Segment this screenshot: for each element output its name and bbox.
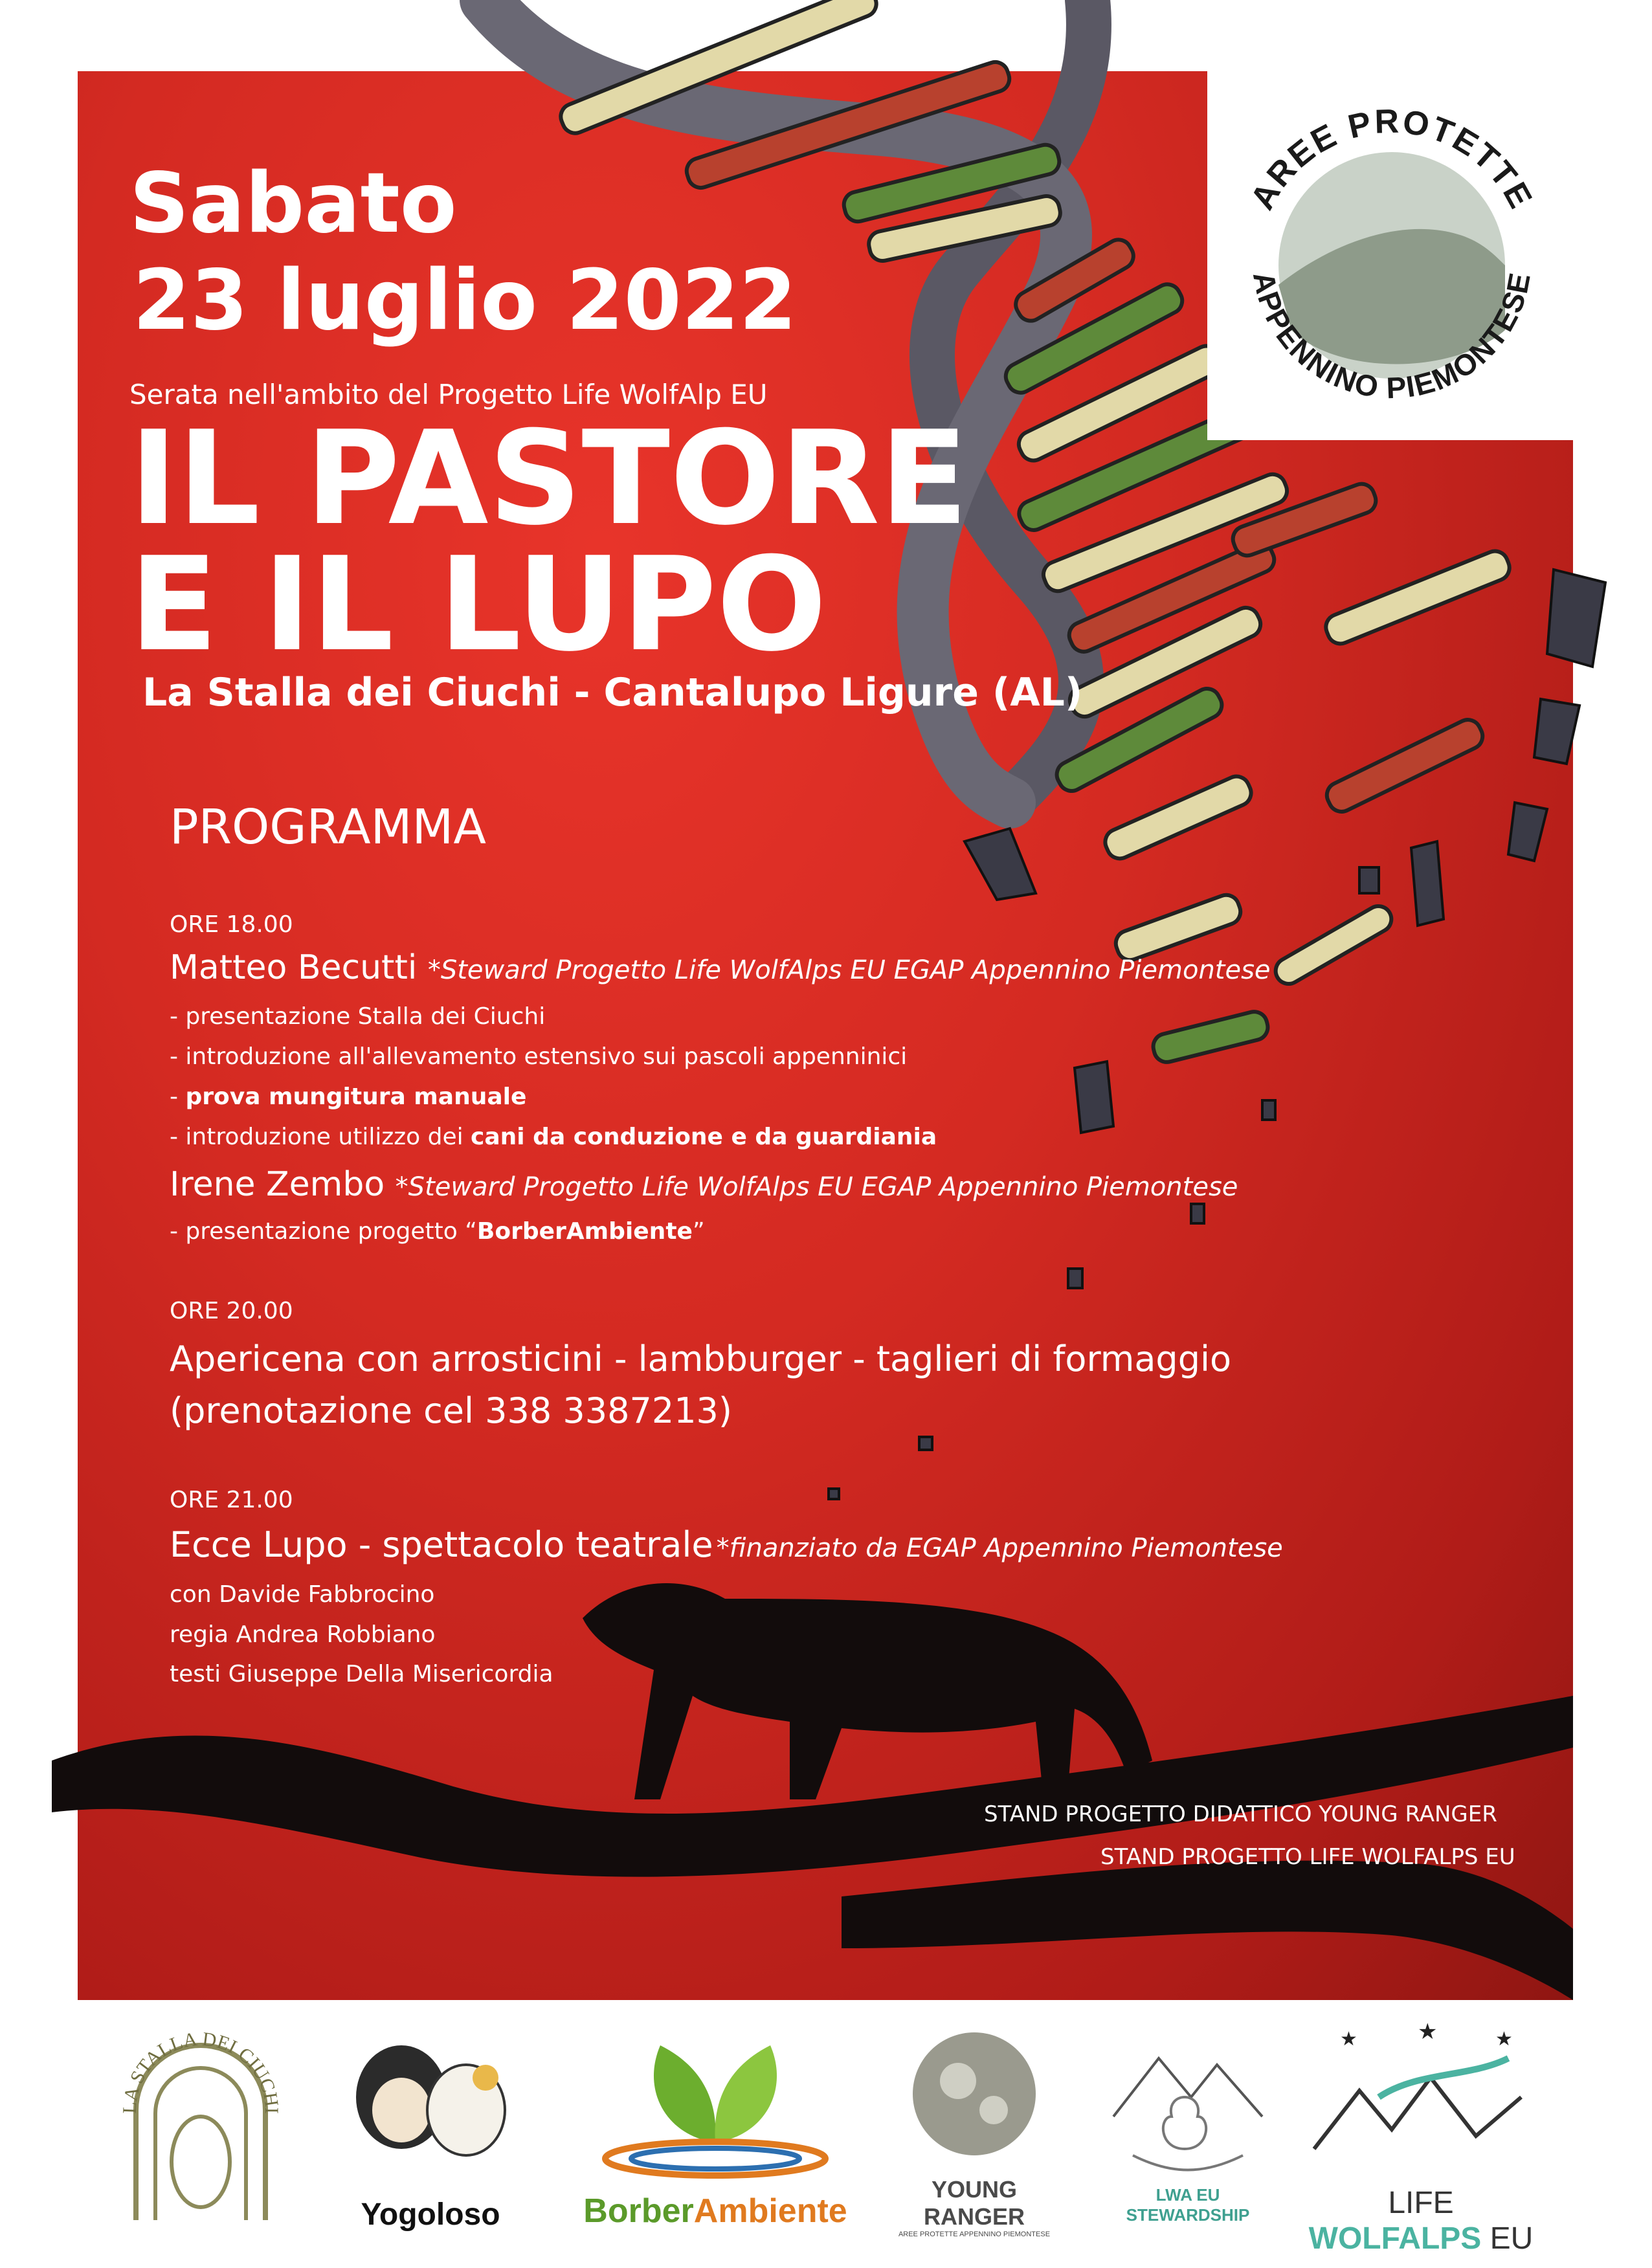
young-ranger-circle-icon	[887, 2019, 1062, 2168]
young-ranger-label: YOUNG RANGER	[923, 2176, 1025, 2230]
park-badge-emblem	[1207, 71, 1573, 440]
bullet-5-bold: BorberAmbiente	[476, 1218, 693, 1245]
borber-label	[570, 2192, 861, 2230]
logo-young-ranger	[887, 2019, 1062, 2240]
bullet-5-suffix: ”	[692, 1218, 705, 1245]
show-credit-3: testi Giuseppe Della Misericordia	[170, 1661, 553, 1687]
stand-line-2: STAND PROGETTO LIFE WOLFALPS EU	[1100, 1844, 1515, 1870]
logo-stalla-dei-ciuchi	[110, 2019, 291, 2240]
svg-text:★: ★	[1340, 2028, 1357, 2051]
event-day: Sabato	[129, 155, 457, 252]
speaker-2-name: Irene Zembo	[170, 1165, 385, 1204]
badge-top-text: AREE PROTETTE	[1244, 102, 1541, 216]
bullet-1: - presentazione Stalla dei Ciuchi	[170, 1003, 546, 1030]
borber-label-suffix: Ambiente	[693, 2192, 847, 2230]
yogoloso-label: Yogoloso	[361, 2197, 500, 2232]
lwa-mountain-icon	[1094, 2019, 1282, 2175]
wolfalps-mountain-icon	[1301, 2019, 1541, 2175]
event-title-line2: E IL LUPO	[129, 529, 827, 680]
borber-label-prefix: Borber	[583, 2192, 694, 2230]
dinner-line-1: Apericena con arrosticini - lambburger - taglieri di formaggio	[170, 1339, 1232, 1379]
bullet-5	[170, 1218, 705, 1245]
logo-lwa-stewardship	[1094, 2019, 1282, 2240]
event-subtitle: Serata nell'ambito del Progetto Life WolfAlp EU	[129, 379, 768, 410]
life-label-suffix: EU	[1481, 2221, 1534, 2256]
stand-line-1: STAND PROGETTO DIDATTICO YOUNG RANGER	[984, 1801, 1497, 1827]
logo-life-wolfalps	[1301, 2019, 1541, 2256]
stalla-horseshoe-icon	[110, 2019, 291, 2240]
show-title: Ecce Lupo - spettacolo teatrale	[170, 1524, 713, 1565]
stalla-logo-text: LA STALLA DEI CIUCHI	[118, 2028, 283, 2115]
logo-yogoloso	[324, 2019, 537, 2240]
show-credit-2: regia Andrea Robbiano	[170, 1621, 436, 1648]
bullet-4	[170, 1124, 937, 1150]
svg-text:★: ★	[1418, 2019, 1438, 2045]
bullet-3	[170, 1084, 526, 1110]
event-title-line1: IL PASTORE	[129, 403, 968, 554]
bullet-3-bold: prova mungitura manuale	[185, 1084, 527, 1110]
bullet-5-prefix: - presentazione progetto “	[170, 1218, 477, 1245]
badge-bottom-text: APPENNINO PIEMONTESE	[1246, 269, 1537, 405]
bullet-4-bold: cani da conduzione e da guardiania	[471, 1124, 937, 1150]
speaker-1-name: Matteo Becutti	[170, 948, 418, 987]
program-time-1: ORE 18.00	[170, 911, 293, 938]
program-time-3: ORE 21.00	[170, 1487, 293, 1513]
life-wolfalps-label	[1301, 2185, 1541, 2256]
borber-leaves-icon	[570, 2019, 861, 2181]
branch-lower	[842, 1861, 1573, 2000]
logo-borberambiente	[570, 2019, 861, 2240]
speaker-1	[170, 948, 1271, 987]
park-badge	[1207, 71, 1573, 440]
svg-text:LA STALLA DEI CIUCHI	[119, 2029, 282, 2114]
show-credit-1: con Davide Fabbrocino	[170, 1581, 435, 1608]
speaker-2-role: *Steward Progetto Life WolfAlps EU EGAP Appennino Piemontese	[395, 1172, 1238, 1202]
speaker-1-role: *Steward Progetto Life WolfAlps EU EGAP Appennino Piemontese	[427, 955, 1271, 985]
program-time-2: ORE 20.00	[170, 1298, 293, 1324]
young-ranger-sublabel: AREE PROTETTE APPENNINO PIEMONTESE	[898, 2230, 1051, 2238]
wolf-silhouette	[583, 1583, 1152, 1799]
show-note: *finanziato da EGAP Appennino Piemontese	[716, 1533, 1283, 1563]
dinner-line-2: (prenotazione cel 338 3387213)	[170, 1390, 732, 1431]
svg-text:★: ★	[1495, 2028, 1513, 2051]
life-label-mid: WOLFALPS	[1308, 2221, 1482, 2256]
show-title-row	[170, 1524, 1283, 1565]
yogoloso-animals-icon	[324, 2019, 537, 2181]
bullet-4-prefix: - introduzione utilizzo dei	[170, 1124, 471, 1150]
bullet-2: - introduzione all'allevamento estensivo sui pascoli appenninici	[170, 1043, 908, 1070]
speaker-2	[170, 1165, 1238, 1204]
bullet-3-prefix: -	[170, 1084, 186, 1110]
event-venue: La Stalla dei Ciuchi - Cantalupo Ligure (AL)	[142, 670, 1083, 715]
program-label: PROGRAMMA	[170, 799, 486, 855]
event-date: 23 luglio 2022	[133, 252, 797, 349]
life-label-prefix: LIFE	[1388, 2186, 1454, 2220]
lwa-label: LWA EU STEWARDSHIP	[1126, 2185, 1250, 2225]
